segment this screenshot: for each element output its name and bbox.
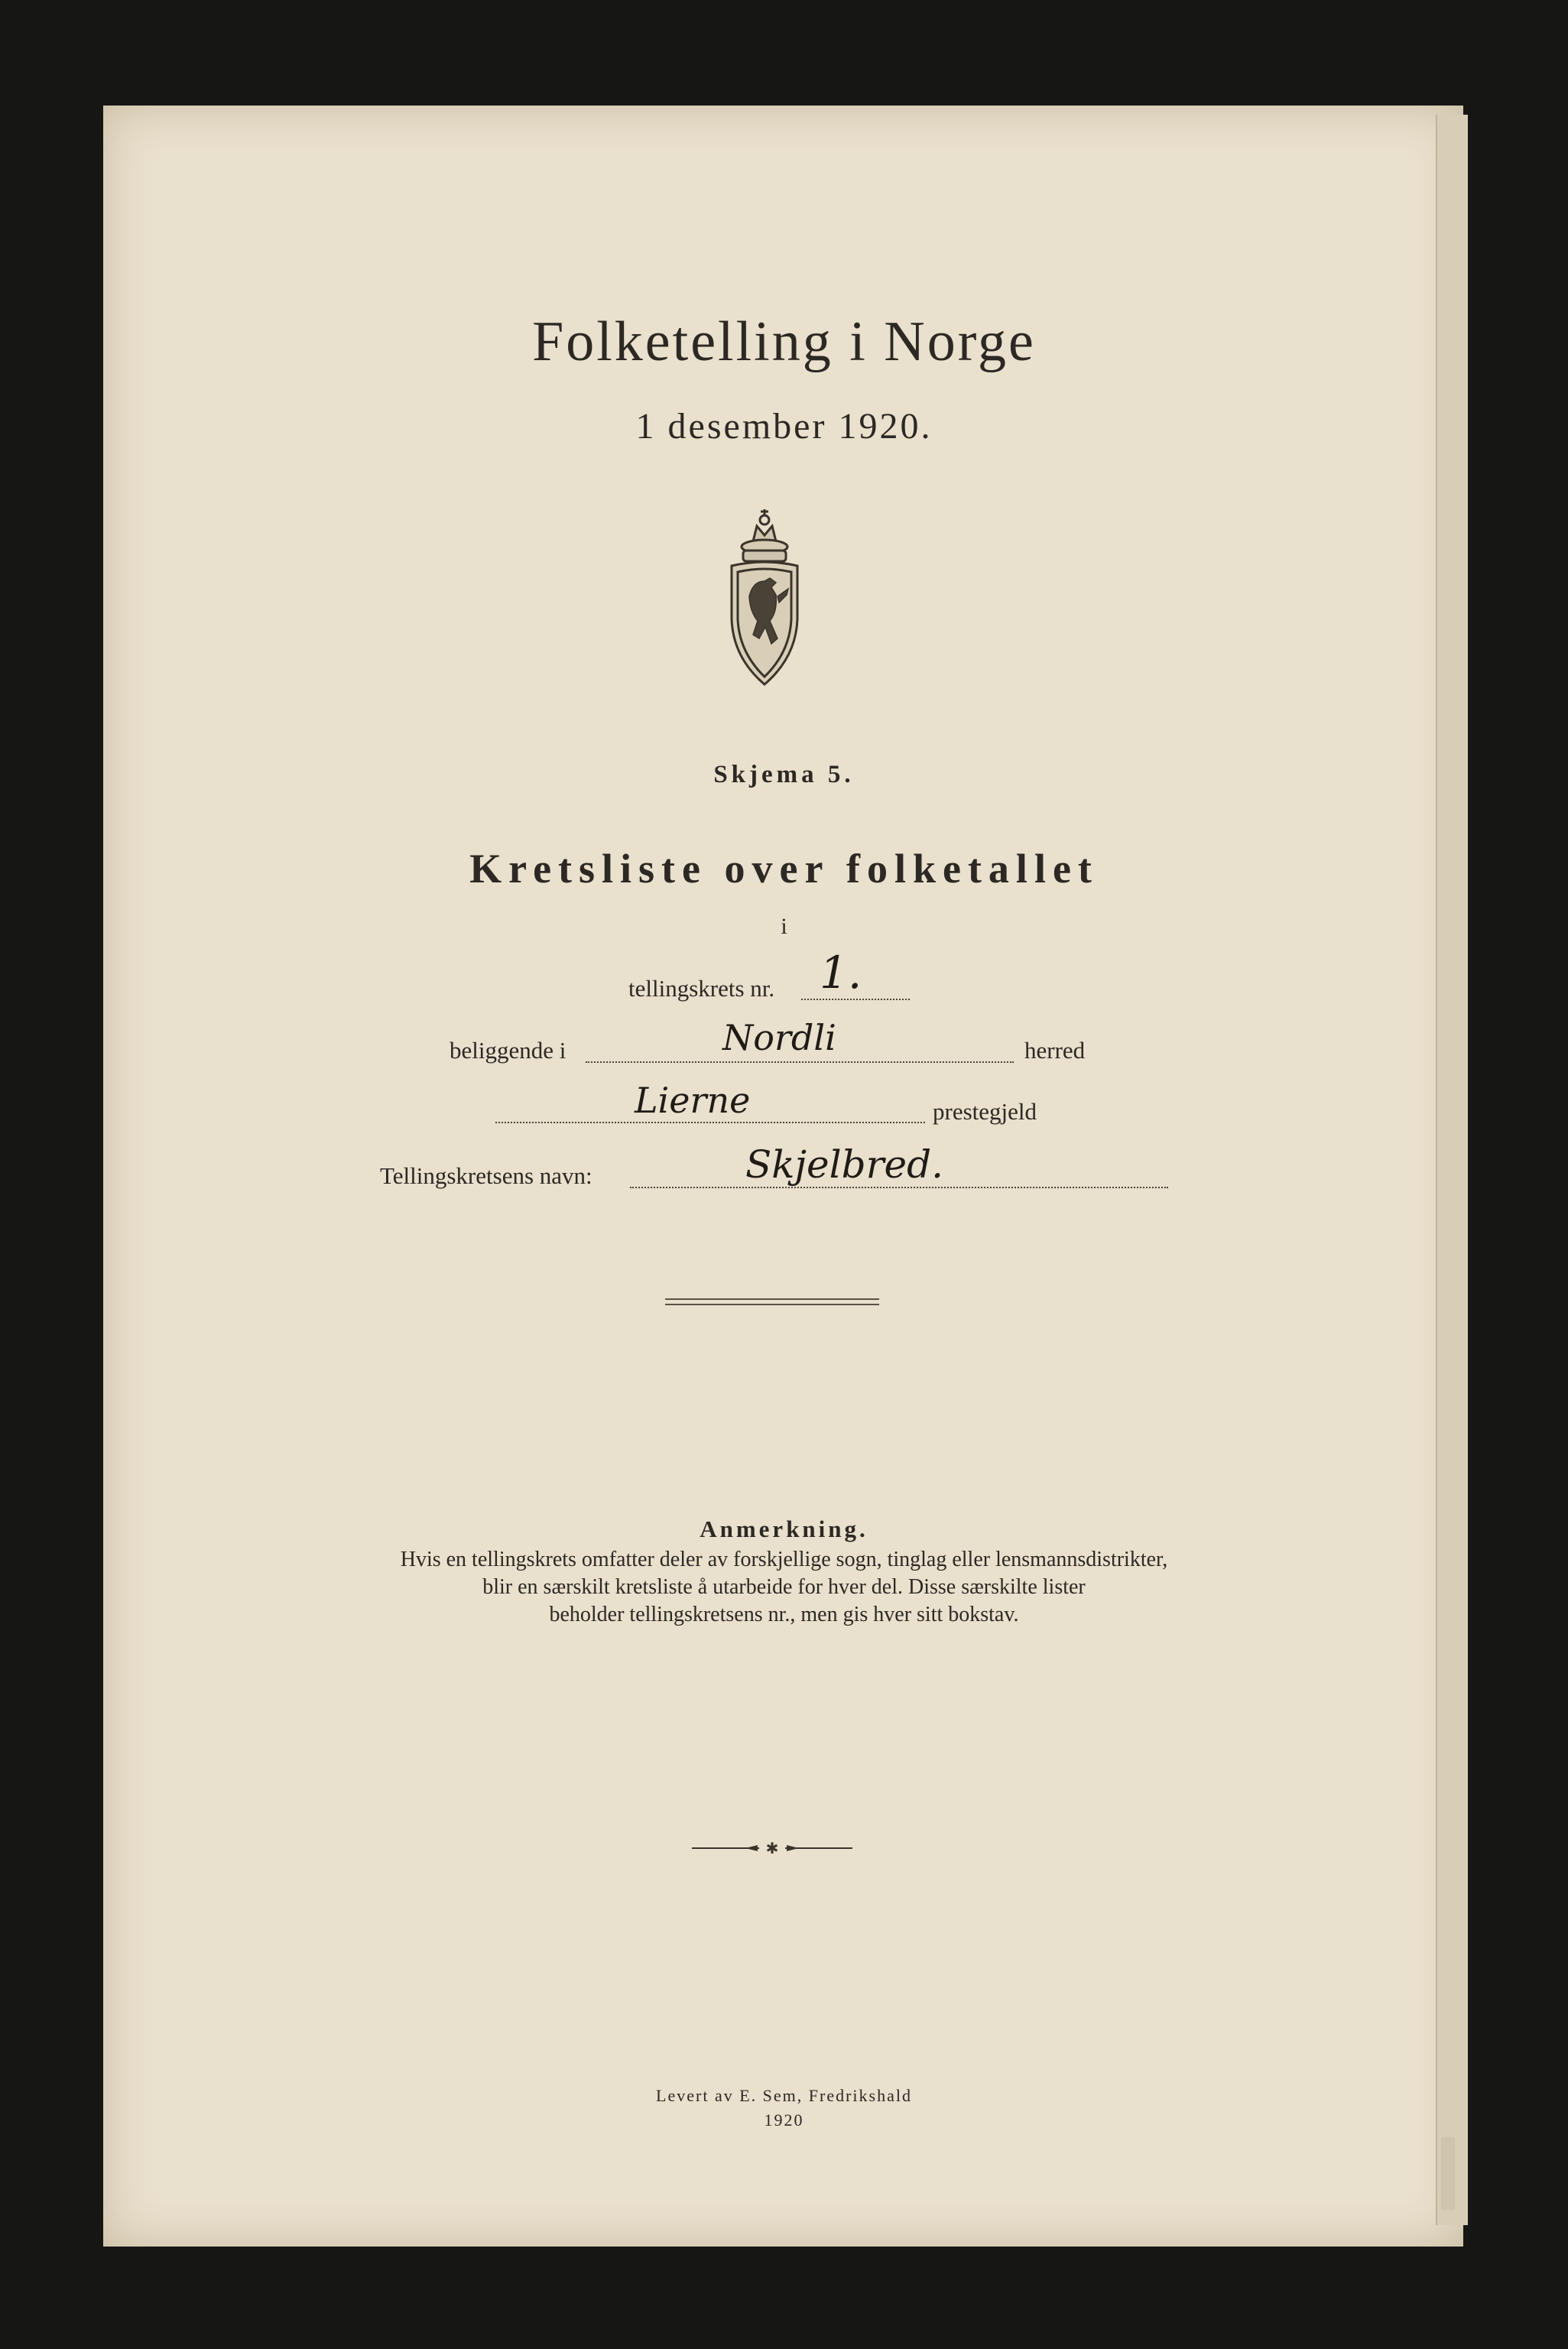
parish-suffix: prestegjeld (933, 1098, 1037, 1125)
located-in-label: beliggende i (450, 1037, 566, 1064)
district-name-value: Skjelbred. (745, 1142, 944, 1187)
district-number-line (801, 999, 910, 1000)
parish-value: Lierne (635, 1080, 751, 1121)
document-title: Folketelling i Norge (532, 310, 1036, 373)
document-date: 1 desember 1920. (635, 406, 933, 447)
form-heading: Kretsliste over folketallet (469, 846, 1099, 892)
ornament-divider-icon (692, 1839, 852, 1857)
parish-line (495, 1122, 925, 1123)
remark-line-2: blir en særskilt kretsliste å utarbeide for hver del. Disse særskilte lister (482, 1575, 1086, 1599)
schema-number: Skjema 5. (713, 761, 855, 788)
heading-connector: i (781, 914, 787, 939)
printer-year: 1920 (764, 2110, 804, 2130)
district-name-label: Tellingskretsens navn: (380, 1162, 592, 1189)
remark-heading: Anmerkning. (700, 1516, 868, 1542)
municipality-value: Nordli (722, 1017, 836, 1058)
municipality-line (586, 1061, 1014, 1063)
page-edge-tab (1441, 2137, 1455, 2210)
district-name-line (630, 1187, 1168, 1188)
svg-text:✱: ✱ (765, 1839, 779, 1857)
printer-imprint: Levert av E. Sem, Fredrikshald (656, 2086, 912, 2105)
district-number-value: 1. (820, 947, 862, 999)
remark-line-1: Hvis en tellingskrets omfatter deler av forskjellige sogn, tinglag eller lensmannsdistrikter, (400, 1548, 1168, 1571)
divider-rule-top (665, 1298, 879, 1300)
municipality-suffix: herred (1024, 1037, 1086, 1064)
remark-line-3: beholder tellingskretsens nr., men gis hver sitt bokstav. (549, 1603, 1019, 1626)
district-number-label: tellingskrets nr. (628, 975, 775, 1002)
divider-rule-bottom (665, 1304, 879, 1305)
norwegian-coat-of-arms-icon (715, 505, 814, 688)
